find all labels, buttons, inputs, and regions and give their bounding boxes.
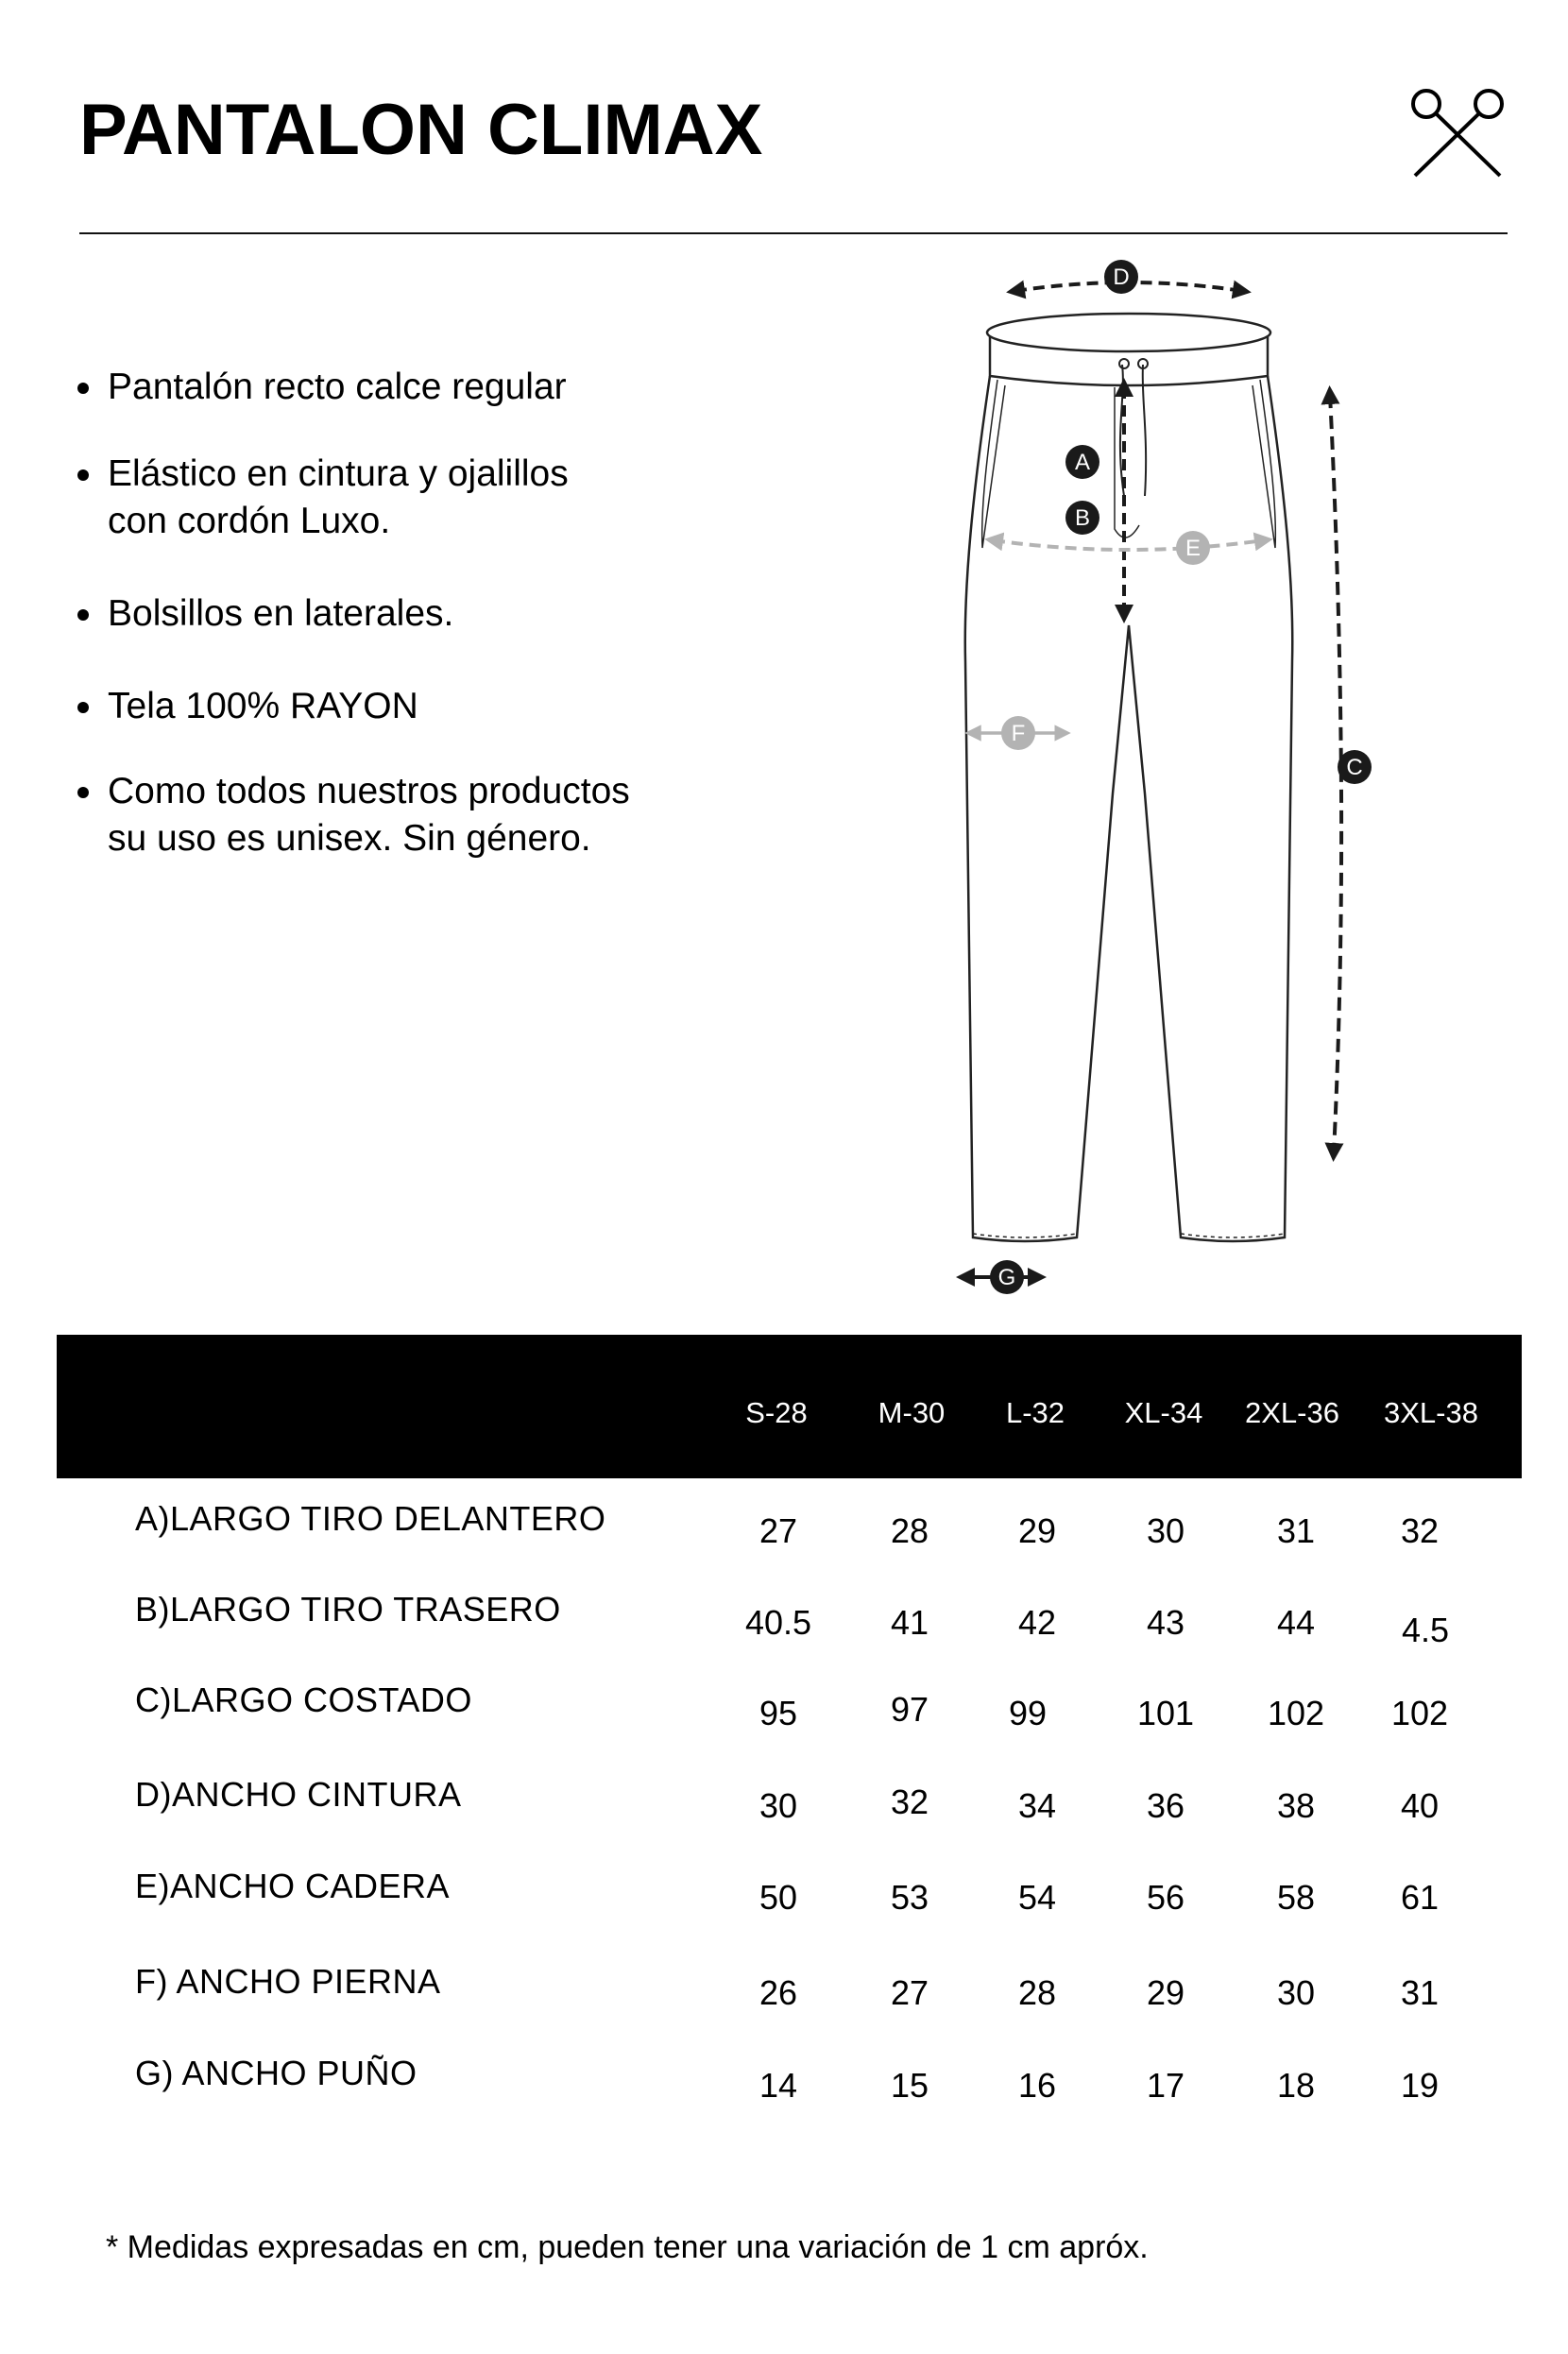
feature-item: Como todos nuestros productos su uso es unisex. Sin género.: [72, 768, 637, 862]
table-cell: 15: [890, 2066, 929, 2105]
table-cell: 27: [758, 1511, 798, 1550]
table-cell: 16: [1017, 2066, 1057, 2105]
table-cell: 41: [890, 1603, 929, 1642]
table-cell: 102: [1390, 1694, 1449, 1732]
table-cell: 97: [890, 1690, 929, 1729]
pants-diagram: [907, 246, 1398, 1304]
title-divider: [79, 232, 1508, 234]
row-label: D)ANCHO CINTURA: [135, 1775, 462, 1814]
marker-g-label: G: [997, 1265, 1016, 1290]
size-header: 2XL-36: [1245, 1396, 1339, 1429]
table-cell: 36: [1146, 1786, 1185, 1825]
table-cell: 29: [1146, 1973, 1185, 2012]
feature-item: Tela 100% RAYON: [72, 683, 657, 730]
table-cell: 56: [1146, 1878, 1185, 1917]
table-cell: 54: [1017, 1878, 1057, 1917]
feature-list: [72, 364, 657, 908]
table-cell: 42: [1017, 1603, 1057, 1642]
row-label: C)LARGO COSTADO: [135, 1680, 472, 1719]
marker-c-label: C: [1346, 755, 1363, 780]
table-cell: 27: [890, 1973, 929, 2012]
table-cell: 14: [758, 2066, 798, 2105]
table-cell: 101: [1136, 1694, 1195, 1732]
footnote: * Medidas expresadas en cm, pueden tener una variación de 1 cm apróx.: [106, 2229, 1149, 2265]
table-cell: 99: [1008, 1694, 1048, 1732]
feature-item: Bolsillos en laterales.: [72, 590, 657, 638]
table-cell: 61: [1400, 1878, 1440, 1917]
table-cell: 102: [1267, 1694, 1325, 1732]
table-cell: 30: [1146, 1511, 1185, 1550]
table-cell: 43: [1146, 1603, 1185, 1642]
table-cell: 31: [1276, 1511, 1316, 1550]
table-cell: 50: [758, 1878, 798, 1917]
size-header: 3XL-38: [1384, 1396, 1478, 1429]
table-cell: 30: [758, 1786, 798, 1825]
table-cell: 32: [890, 1783, 929, 1821]
marker-b-label: B: [1074, 505, 1091, 531]
table-cell: 44: [1276, 1603, 1316, 1642]
page-title: PANTALON CLIMAX: [79, 90, 763, 170]
feature-item: Pantalón recto calce regular: [72, 364, 657, 411]
row-label: E)ANCHO CADERA: [135, 1867, 451, 1905]
table-cell: 40.5: [744, 1603, 812, 1642]
table-cell: 29: [1017, 1511, 1057, 1550]
marker-d-label: D: [1113, 264, 1130, 290]
marker-f-label: F: [1011, 721, 1026, 746]
size-header: XL-34: [1124, 1396, 1203, 1429]
table-cell: 34: [1017, 1786, 1057, 1825]
table-cell: 4.5: [1401, 1611, 1450, 1649]
table-cell: 32: [1400, 1511, 1440, 1550]
row-label: F) ANCHO PIERNA: [135, 1962, 441, 2001]
row-label: A)LARGO TIRO DELANTERO: [135, 1499, 606, 1538]
pants-outline: [965, 314, 1293, 1241]
table-cell: 38: [1276, 1786, 1316, 1825]
table-cell: 26: [758, 1973, 798, 2012]
table-cell: 28: [1017, 1973, 1057, 2012]
size-header: M-30: [878, 1396, 946, 1429]
marker-a-label: A: [1074, 450, 1091, 475]
table-cell: 53: [890, 1878, 929, 1917]
table-cell: 28: [890, 1511, 929, 1550]
size-header: S-28: [745, 1396, 808, 1429]
table-cell: 17: [1146, 2066, 1185, 2105]
table-cell: 95: [758, 1694, 798, 1732]
table-cell: 18: [1276, 2066, 1316, 2105]
scissors-icon: [1406, 83, 1509, 178]
marker-e-label: E: [1185, 536, 1202, 561]
table-cell: 58: [1276, 1878, 1316, 1917]
row-label: B)LARGO TIRO TRASERO: [135, 1590, 561, 1629]
table-cell: 30: [1276, 1973, 1316, 2012]
table-cell: 31: [1400, 1973, 1440, 2012]
row-label: G) ANCHO PUÑO: [135, 2054, 418, 2092]
table-cell: 40: [1400, 1786, 1440, 1825]
size-header: L-32: [1005, 1396, 1065, 1429]
feature-item: Elástico en cintura y ojalillos con cordón Luxo.: [72, 451, 637, 545]
table-cell: 19: [1400, 2066, 1440, 2105]
